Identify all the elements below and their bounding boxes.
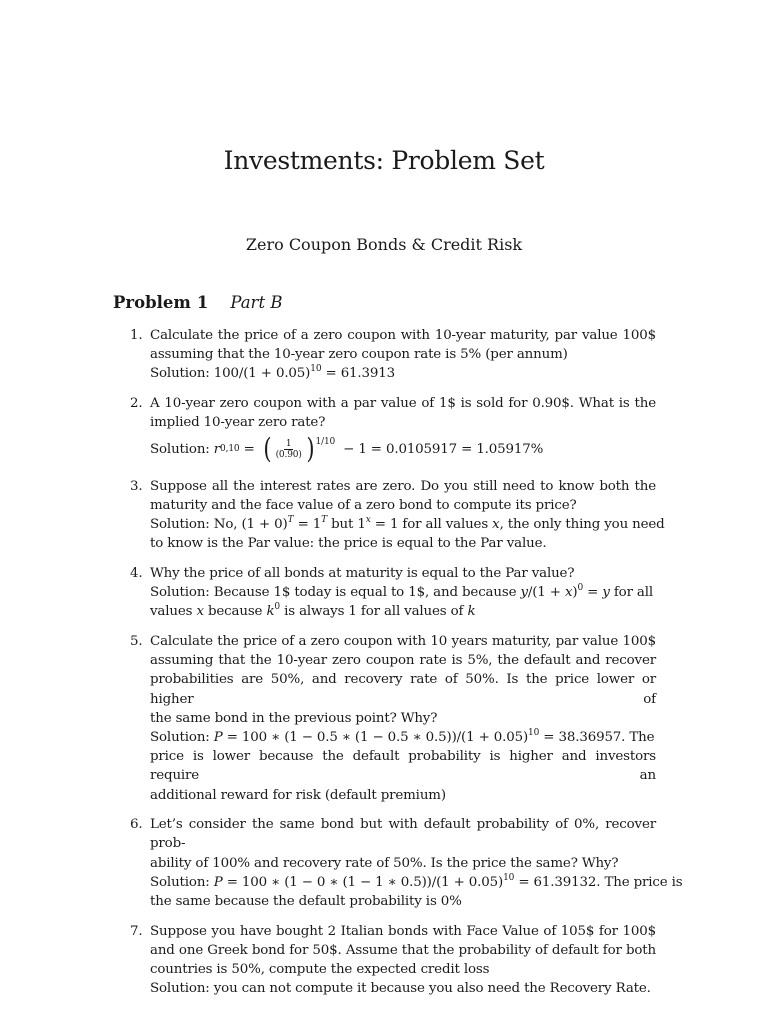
solution-text: price is lower because the default probability is higher and investors require an [150,749,656,784]
question-text: implied 10-year zero rate? [150,415,326,431]
solution-text: values x because $k^0$ is always 1 for all values of k [150,602,476,620]
item-number: 4. [130,566,143,581]
item-number: 6. [130,817,143,833]
problem-heading [113,291,282,315]
item-number: 5. [130,634,143,649]
solution-text: Solution: $100/(1 + 0.05)^{10} = 61.3913$ [150,364,396,382]
question-text: Calculate the price of a zero coupon with 10 years maturity, par value 100$ [150,634,656,649]
document-title: Investments: Problem Set [223,146,545,175]
question-text: Let’s consider the same bond but with default probability of 0%, recover prob- [150,817,656,852]
problem-number: 1 [196,293,209,312]
list-item [130,394,656,466]
list-item [130,922,656,999]
solution-text: Solution: P = 100 ∗ (1 − 0.5 ∗ (1 − 0.5 ∗ $0.5))/(1 + 0.05)^{10} = 38.36957$. The [150,728,655,746]
problem-part: Part B [230,293,283,312]
question-text: A 10-year zero coupon with a par value of 1$ is sold for 0.90$. What is the [150,396,656,411]
solution-text: to know is the Par value: the price is equal to the Par value. [150,536,547,552]
item-number: 7. [130,923,143,939]
question-text: Suppose all the interest rates are zero. Do you still need to know both the [150,478,656,494]
solution-text: Solution: you can not compute it because you also need the Recovery Rate. [150,981,651,997]
question-text: assuming that the 10-year zero coupon rate is 5%, the default and recover [150,653,656,669]
question-text: Why the price of all bonds at maturity is equal to the Par value? [150,566,575,581]
solution-text: the same because the default probability is 0% [150,894,462,910]
question-text: Calculate the price of a zero coupon with 10-year maturity, par value 100$ [150,328,656,343]
list-item [130,477,665,554]
question-text: probabilities are 50%, and recovery rate of 50%. Is the price lower or higher of [150,672,656,707]
document-subtitle: Zero Coupon Bonds & Credit Risk [245,235,523,254]
question-text: countries is 50%, compute the expected credit loss [150,962,490,978]
solution-text: additional reward for risk (default premium) [150,787,446,803]
item-number: 1. [130,328,143,343]
question-text: the same bond in the previous point? Why? [150,710,438,726]
list-item [130,326,656,384]
item-number: 2. [130,396,143,411]
list-item [130,564,656,622]
solution-formula: Solution: r 0,10 = ( $\frac{1}{(0.90)}$ ) 1/10 − 1 = 0.0105917 = 1.05917% [150,432,544,466]
question-text: ability of 100% and recovery rate of 50%. Is the price the same? Why? [150,855,619,871]
solution-text: Solution: No, $(1 + 0)^T = 1^T$ but $1^x = 1$ for all values x, the only thing you need [150,515,665,533]
question-text: maturity and the face value of a zero bond to compute its price? [150,498,577,513]
question-text: and one Greek bond for 50$. Assume that the probability of default for both [150,942,656,958]
question-text: assuming that the 10-year zero coupon rate is 5% (per annum) [150,347,568,363]
solution-text: Solution: P = 100 ∗ (1 − 0 ∗ (1 − 1 ∗ $0.5))/(1 + 0.05)^{10} = 61.39132$. The price is [150,872,683,890]
item-number: 3. [130,478,143,494]
list-item [130,632,656,805]
solution-text: Solution: Because 1$ today is equal to 1$, and because $y/(1 + x)^0 = y$ for all [150,583,654,601]
list-item [130,815,683,911]
question-text: Suppose you have bought 2 Italian bonds with Face Value of 105$ for 100$ [150,923,656,939]
problem-label: Problem [113,293,191,312]
question-list [130,326,683,1009]
fraction: $\frac{1}{(0.90)}$ [275,438,302,460]
